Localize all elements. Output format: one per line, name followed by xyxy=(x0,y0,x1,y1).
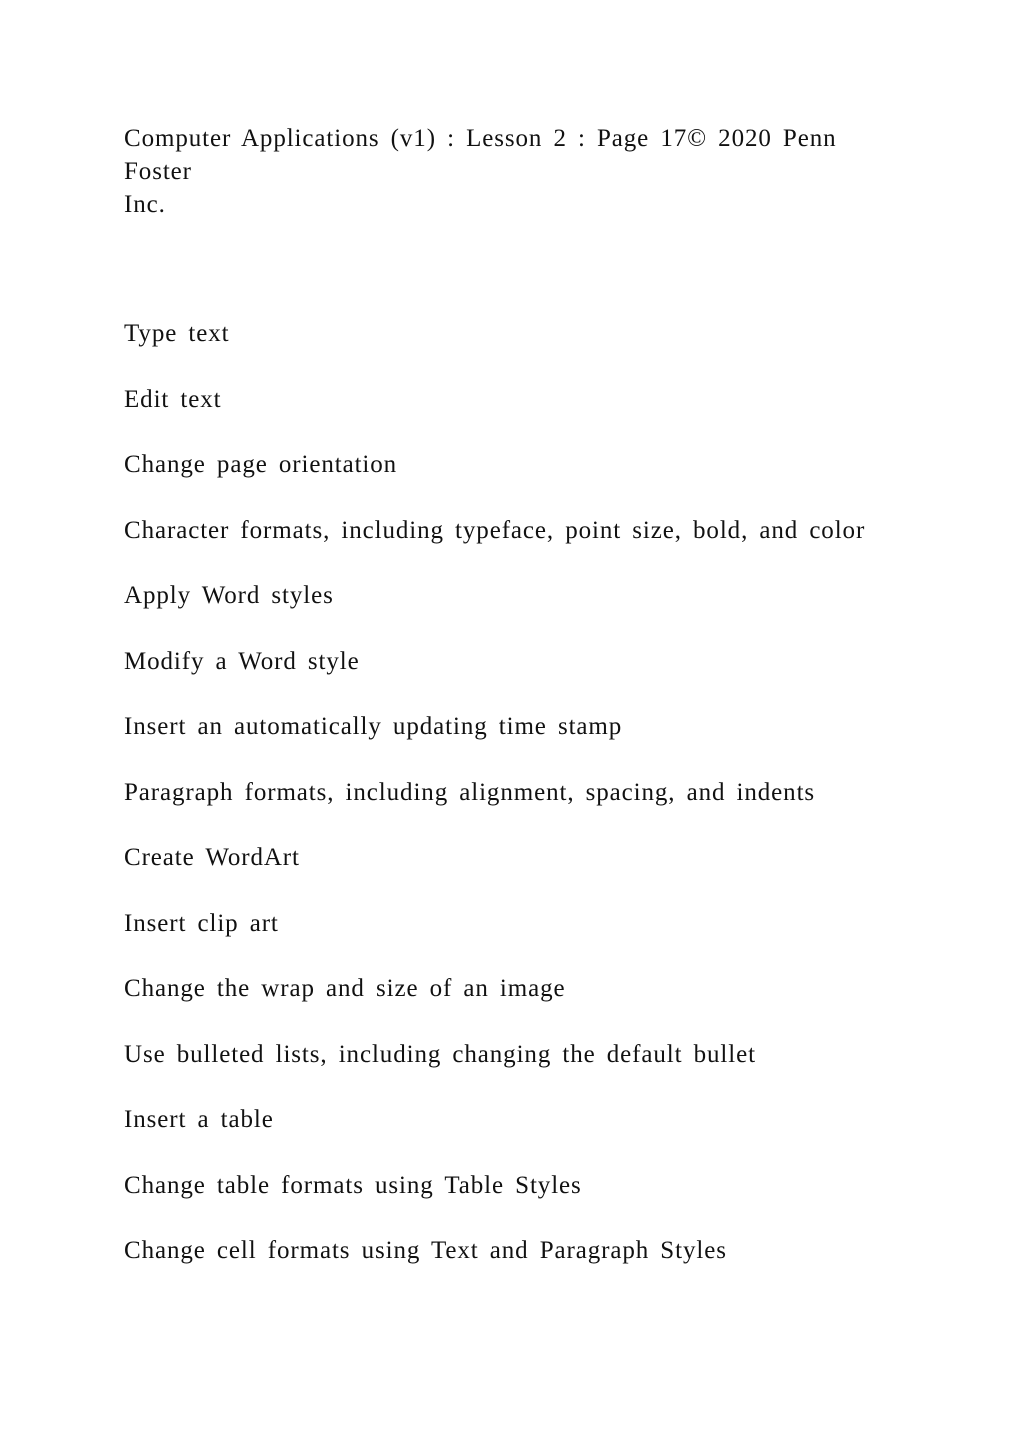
header-line-2: Foster xyxy=(124,158,192,185)
list-item: Character formats, including typeface, point size, bold, and color xyxy=(124,516,866,544)
header-line-3: Inc. xyxy=(124,191,166,218)
list-item: Edit text xyxy=(124,385,222,413)
list-item: Paragraph formats, including alignment, spacing, and indents xyxy=(124,778,816,806)
list-item: Insert a table xyxy=(124,1106,274,1133)
skills-list xyxy=(124,318,884,1301)
list-item: Modify a Word style xyxy=(124,647,360,675)
page-header xyxy=(124,122,884,221)
list-item: Change table formats using Table Styles xyxy=(124,1171,582,1199)
list-item: Insert an automatically updating time stamp xyxy=(124,713,623,740)
list-item: Insert clip art xyxy=(124,909,279,937)
list-item: Change page orientation xyxy=(124,451,398,478)
header-line-1: Computer Applications (v1) : Lesson 2 : Page 17© 2020 Penn xyxy=(124,125,837,152)
list-item: Change the wrap and size of an image xyxy=(124,975,566,1002)
list-item: Type text xyxy=(124,320,230,347)
list-item: Use bulleted lists, including changing the default bullet xyxy=(124,1040,756,1068)
list-item: Create WordArt xyxy=(124,844,300,871)
list-item: Apply Word styles xyxy=(124,582,334,609)
list-item: Change cell formats using Text and Paragraph Styles xyxy=(124,1237,727,1264)
